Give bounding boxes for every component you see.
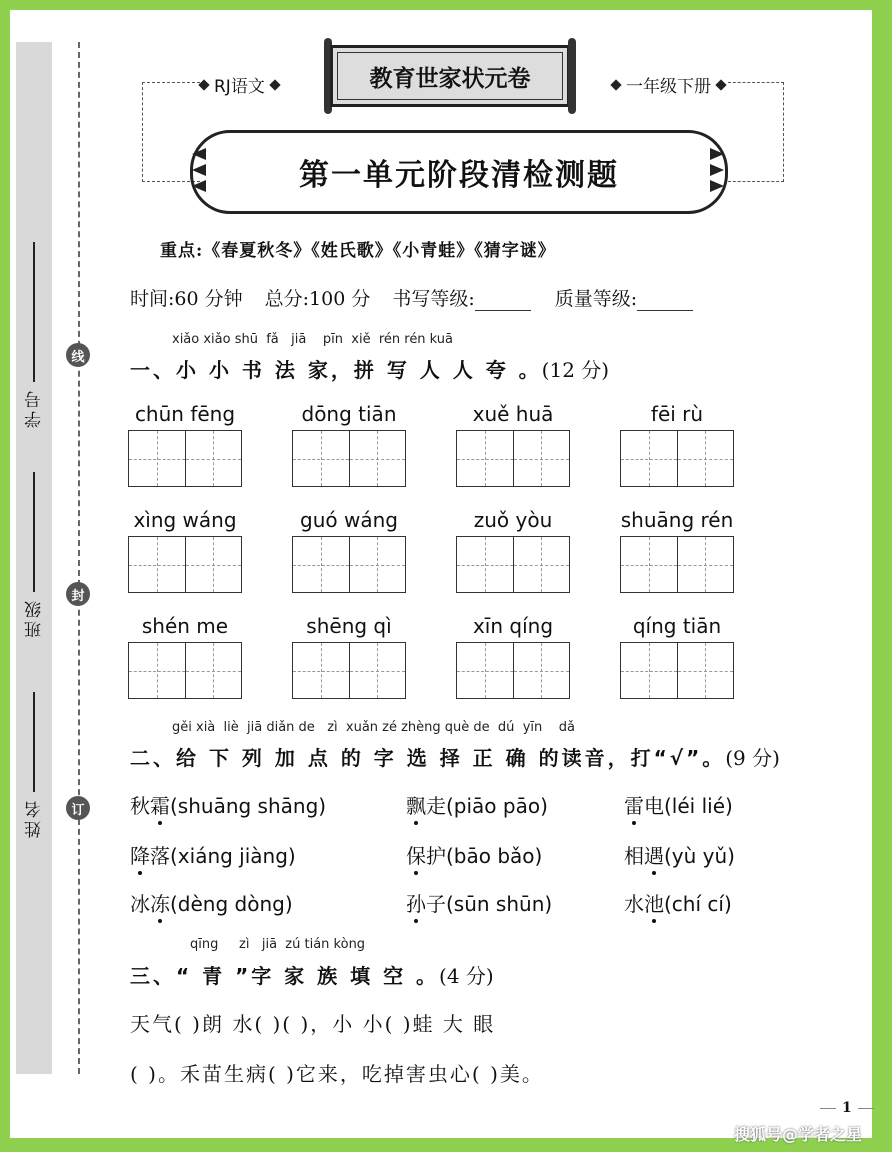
writing-grid[interactable] — [456, 642, 570, 699]
dotted-char: 飘 — [406, 794, 426, 818]
word-item — [456, 402, 570, 487]
word-item — [292, 508, 406, 593]
dotted-char: 池 — [644, 892, 664, 916]
section3-title — [130, 960, 494, 989]
choice-item — [130, 888, 293, 917]
grade-tag — [612, 72, 725, 97]
seal-ding: 订 — [66, 796, 90, 820]
char: 电 — [644, 794, 664, 818]
char: 走 — [426, 794, 446, 818]
writing-grid[interactable] — [620, 536, 734, 593]
choice-options[interactable]: (chí cí) — [664, 892, 732, 916]
choice-options[interactable]: (yù yǔ) — [664, 844, 735, 868]
word-pinyin: xuě huā — [472, 402, 554, 426]
scroll-right-icon — [568, 38, 576, 114]
word-item — [456, 614, 570, 699]
choice-item — [624, 840, 735, 869]
word-pinyin: chūn fēng — [134, 402, 236, 426]
student-id-blank — [33, 242, 35, 382]
subject-tag — [200, 72, 279, 97]
writing-grade-blank[interactable] — [475, 293, 531, 311]
choice-options[interactable]: (xiáng jiàng) — [170, 844, 296, 868]
name-label: 姓名 — [24, 798, 45, 838]
seal-xian: 线 — [66, 343, 90, 367]
series-banner — [330, 45, 570, 107]
choice-item — [406, 888, 552, 917]
page-number: 1 — [814, 1100, 880, 1116]
choice-item — [624, 888, 732, 917]
char: 秋 — [130, 794, 150, 818]
word-item — [128, 508, 242, 593]
choice-item — [624, 790, 733, 819]
word-pinyin: dōng tiān — [301, 402, 397, 426]
section2-title — [130, 742, 780, 771]
student-id-label: 学号 — [24, 388, 45, 428]
title-banner — [190, 130, 728, 214]
quality-grade-blank[interactable] — [637, 293, 693, 311]
writing-grade-label: 书写等级: — [392, 288, 475, 310]
time-info: 时间:60 分钟 — [130, 288, 243, 310]
subject-label: RJ语文 — [214, 77, 265, 97]
word-pinyin: xīn qíng — [472, 614, 554, 638]
char: 落 — [150, 844, 170, 868]
word-pinyin: shén me — [141, 614, 229, 638]
total-info: 总分:100 分 — [264, 288, 371, 310]
section2-heading: 二、给 下 列 加 点 的 字 选 择 正 确 的读音，打“√”。 — [130, 746, 726, 770]
choice-options[interactable]: (sūn shūn) — [446, 892, 553, 916]
fill-line-2[interactable]: ( )。禾苗生病( )它来，吃掉害虫心( )美。 — [130, 1062, 544, 1086]
word-item — [292, 402, 406, 487]
word-pinyin: xìng wáng — [133, 508, 237, 532]
word-item — [128, 402, 242, 487]
word-pinyin: zuǒ yòu — [473, 508, 553, 532]
word-item — [620, 402, 734, 487]
section3-heading: 三、“ 青 ”字 家 族 填 空 。 — [130, 964, 440, 988]
word-item — [456, 508, 570, 593]
name-field — [16, 692, 52, 838]
dotted-char: 保 — [406, 844, 426, 868]
watermark: 搜狐号@学者之星 — [734, 1125, 863, 1144]
section1-score: (12 分) — [541, 358, 610, 382]
diamond-icon — [198, 79, 209, 90]
dotted-char: 遇 — [644, 844, 664, 868]
page-title: 第一单元阶段清检测题 — [299, 158, 619, 193]
writing-grid[interactable] — [128, 430, 242, 487]
word-item — [620, 614, 734, 699]
section3-pinyin: qīng zì jiā zú tián kòng — [190, 937, 366, 952]
dotted-char: 冻 — [150, 892, 170, 916]
exam-info — [130, 284, 717, 311]
dotted-char: 降 — [130, 844, 150, 868]
char: 子 — [426, 892, 446, 916]
binding-line — [78, 42, 80, 1074]
diamond-icon — [610, 79, 621, 90]
char: 冰 — [130, 892, 150, 916]
class-blank — [33, 472, 35, 592]
series-title: 教育世家状元卷 — [369, 65, 531, 92]
char: 水 — [624, 892, 644, 916]
dotted-char: 雷 — [624, 794, 644, 818]
section3-score: (4 分) — [439, 964, 494, 988]
writing-grid[interactable] — [620, 430, 734, 487]
word-pinyin: fēi rù — [650, 402, 704, 426]
word-pinyin: shēng qì — [306, 614, 392, 638]
writing-grid[interactable] — [292, 642, 406, 699]
choice-options[interactable]: (dèng dòng) — [170, 892, 293, 916]
seal-feng: 封 — [66, 582, 90, 606]
word-pinyin: guó wáng — [300, 508, 398, 532]
word-pinyin: shuāng rén — [620, 508, 734, 532]
dotted-char: 孙 — [406, 892, 426, 916]
choice-item — [130, 840, 296, 869]
grade-label: 一年级下册 — [626, 77, 711, 97]
section2-pinyin: gěi xià liè jiā diǎn de zì xuǎn zé zhèng què de dú yīn dǎ — [172, 720, 575, 735]
writing-grid[interactable] — [456, 536, 570, 593]
student-id-field — [16, 242, 52, 428]
choice-item — [406, 790, 548, 819]
arrows-right-icon — [710, 148, 738, 192]
writing-grid[interactable] — [620, 642, 734, 699]
section2-score: (9 分) — [725, 746, 780, 770]
choice-item — [406, 840, 542, 869]
class-field — [16, 472, 52, 638]
word-item — [620, 508, 734, 593]
section1-heading: 一、小 小 书 法 家，拼 写 人 人 夸 。 — [130, 358, 542, 382]
char: 护 — [426, 844, 446, 868]
writing-grid[interactable] — [128, 536, 242, 593]
writing-grid[interactable] — [292, 536, 406, 593]
diamond-icon — [269, 79, 280, 90]
word-pinyin: qíng tiān — [632, 614, 722, 638]
writing-grid[interactable] — [456, 430, 570, 487]
dotted-char: 霜 — [150, 794, 170, 818]
choice-options[interactable]: (léi lié) — [664, 794, 733, 818]
section1-pinyin: xiǎo xiǎo shū fǎ jiā pīn xiě rén rén kuā — [172, 332, 454, 347]
choice-item — [130, 790, 326, 819]
section1-title — [130, 354, 609, 383]
choice-options[interactable]: (piāo pāo) — [446, 794, 548, 818]
word-item — [128, 614, 242, 699]
word-item — [292, 614, 406, 699]
char: 相 — [624, 844, 644, 868]
choice-options[interactable]: (shuāng shāng) — [170, 794, 327, 818]
writing-grid[interactable] — [128, 642, 242, 699]
focus-line: 重点:《春夏秋冬》《姓氏歌》《小青蛙》《猜字谜》 — [160, 241, 556, 261]
name-blank — [33, 692, 35, 792]
quality-grade-label: 质量等级: — [554, 288, 638, 310]
choice-options[interactable]: (bāo bǎo) — [446, 844, 543, 868]
class-label: 班级 — [24, 598, 45, 638]
fill-line-1[interactable]: 天气( )朗 水( )( )，小 小( )蛙 大 眼 — [130, 1012, 496, 1036]
writing-grid[interactable] — [292, 430, 406, 487]
student-info-sidebar — [16, 42, 52, 1074]
diamond-icon — [715, 79, 726, 90]
